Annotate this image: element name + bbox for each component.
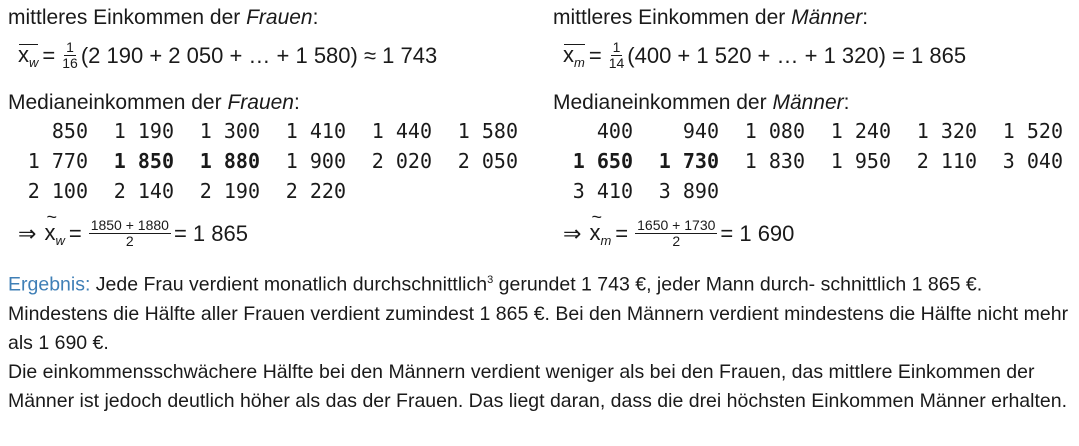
women-value: 2 020	[371, 149, 432, 173]
men-mean-expression: (400 + 1 520 + … + 1 320) = 1 865	[627, 42, 967, 68]
women-mean-formula: $x_w$ = $\frac{1}{16}$ (2 190 + 2 050 + … + 1 580) ≈ 1 743	[18, 39, 438, 71]
women-median-value: 1 850	[113, 149, 174, 173]
women-values-row	[26, 116, 518, 146]
men-values-row	[571, 116, 1063, 146]
men-value: 1 830	[744, 149, 805, 173]
footnote-marker: 3	[487, 274, 494, 286]
women-value: 1 410	[285, 119, 346, 143]
women-value: 2 190	[199, 179, 260, 203]
men-median-value: 1 730	[658, 149, 719, 173]
men-values-row	[571, 146, 1063, 176]
men-median-symbol: ~ $x_m$	[589, 220, 611, 248]
women-value: 1 580	[457, 119, 518, 143]
men-value: 1 520	[1002, 119, 1063, 143]
women-value: 1 770	[27, 149, 88, 173]
men-value: 1 240	[830, 119, 891, 143]
women-value: 1 900	[285, 149, 346, 173]
women-value: 2 220	[285, 179, 346, 203]
women-values-table	[26, 116, 518, 206]
men-value: 3 040	[1002, 149, 1063, 173]
men-value: 940	[682, 119, 719, 143]
men-value: 3 410	[572, 179, 633, 203]
women-median-fraction: $\frac{1850 + 1880}{2}$	[90, 217, 169, 249]
men-median-result: = 1 690	[720, 220, 795, 246]
men-values-row	[571, 176, 1063, 206]
women-value: 1 440	[371, 119, 432, 143]
men-median-fraction: $\frac{1650 + 1730}{2}$	[637, 217, 716, 249]
men-value: 1 320	[916, 119, 977, 143]
women-median-symbol: ~ $x_w$	[44, 220, 64, 248]
women-mean-expression: (2 190 + 2 050 + … + 1 580) ≈ 1 743	[80, 42, 438, 68]
men-values-table	[571, 116, 1063, 206]
women-value: 850	[51, 119, 88, 143]
men-mean-heading: mittleres Einkommen der Männer:	[553, 6, 869, 29]
result-summary: Ergebnis: Jede Frau verdient monatlich durchschnittlich$^3$ gerundet 1 743 €, jeder Mann durch- schnittlich 1 865 €. Mindestens die Hälfte aller Frauen verdient zumindest 1 865 €. Bei den Männern verdient mindestens die Hälfte nicht mehr als 1 690 €.	[8, 273, 1069, 354]
result-explanation: Die einkommensschwächere Hälfte bei den Männern verdient weniger als bei den Frauen, das mittlere Einkommen der Männer ist jedoch deutlich höher als das der Frauen. Das liegt daran, dass die drei höchsten Einkommen Männer erhalten.	[8, 360, 1068, 412]
women-median-formula: ⇒ ~ $x_w$ = $\frac{1850 + 1880}{2}$ = 1 865	[18, 218, 248, 249]
women-value: 1 300	[199, 119, 260, 143]
men-mean-fraction: $\frac{1}{14}$	[608, 39, 625, 71]
women-values-row	[26, 146, 518, 176]
women-mean-fraction: $\frac{1}{16}$	[62, 39, 78, 71]
men-median-formula: ⇒ ~ $x_m$ = $\frac{1650 + 1730}{2}$ = 1 690	[563, 218, 794, 249]
men-median-heading: Medianeinkommen der Männer:	[553, 91, 850, 114]
men-value: 1 080	[744, 119, 805, 143]
men-value: 1 950	[830, 149, 891, 173]
implies-arrow: ⇒	[563, 220, 582, 246]
men-value: 3 890	[658, 179, 719, 203]
women-median-heading: Medianeinkommen der Frauen:	[8, 91, 300, 114]
women-value: 2 140	[113, 179, 174, 203]
women-mean-symbol: $x_w$	[18, 41, 39, 70]
result-paragraph	[8, 266, 1073, 416]
women-value: 2 100	[27, 179, 88, 203]
women-median-value: 1 880	[199, 149, 260, 173]
women-mean-heading: mittleres Einkommen der Frauen:	[8, 6, 319, 29]
men-value: 400	[596, 119, 633, 143]
men-median-value: 1 650	[572, 149, 633, 173]
men-value: 2 110	[916, 149, 977, 173]
women-values-row	[26, 176, 518, 206]
men-mean-formula: $x_m$ = $\frac{1}{14}$ (400 + 1 520 + … + 1 320) = 1 865	[563, 39, 967, 71]
implies-arrow: ⇒	[18, 220, 37, 246]
result-label: Ergebnis:	[8, 273, 91, 296]
women-median-result: = 1 865	[173, 220, 248, 246]
women-value: 2 050	[457, 149, 518, 173]
men-mean-symbol: $x_m$	[563, 41, 585, 70]
women-value: 1 190	[113, 119, 174, 143]
